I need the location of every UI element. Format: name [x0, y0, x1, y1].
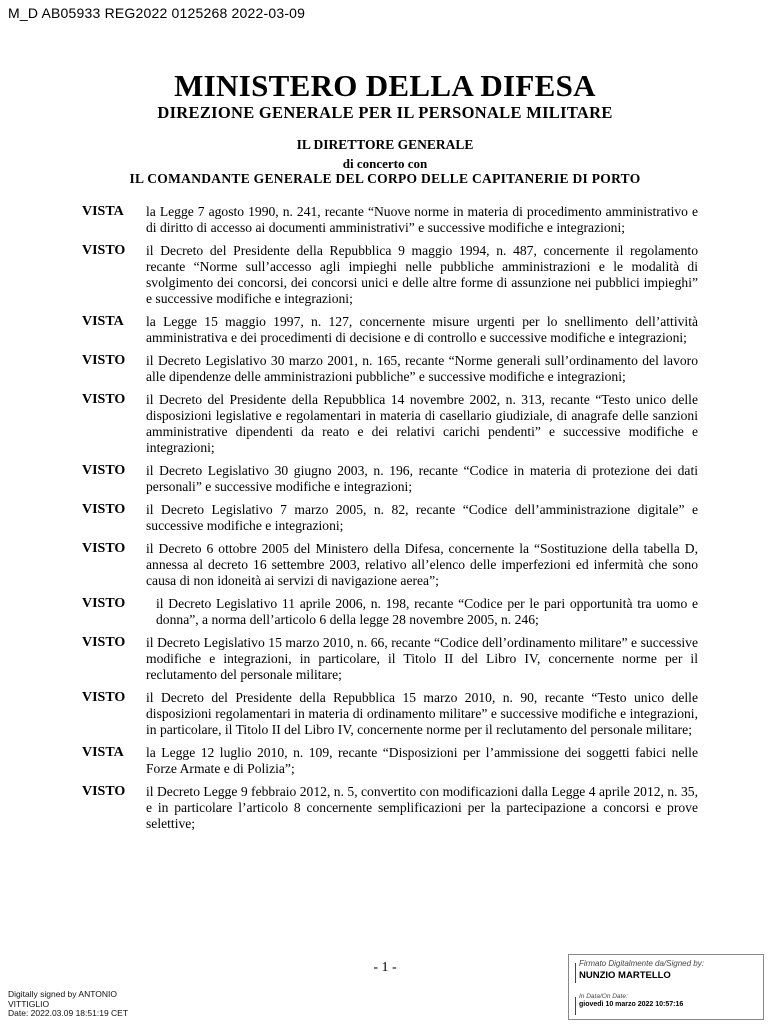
signature-line: Digitally signed by ANTONIO: [8, 989, 117, 999]
clause-text: il Decreto Legislativo 30 giugno 2003, n. 196, recante “Codice in materia di protezione dei dati personali” e successive modifiche e integrazioni;: [146, 463, 698, 494]
clause: [82, 314, 698, 346]
clause-keyword: VISTO: [82, 353, 126, 368]
clause-keyword: VISTO: [82, 243, 126, 258]
digital-signature-note: [8, 990, 148, 1019]
clause-keyword: VISTO: [82, 596, 126, 611]
page-number: - 1 -: [373, 960, 397, 975]
clause: [82, 745, 698, 777]
signer-name: NUNZIO MARTELLO: [579, 970, 671, 981]
clause: [82, 596, 698, 628]
clauses-list: [82, 204, 698, 839]
commander-heading: IL COMANDANTE GENERALE DEL CORPO DELLE CAPITANERIE DI PORTO: [129, 171, 641, 186]
clause-text: il Decreto 6 ottobre 2005 del Ministero della Difesa, concernente la “Sostituzione della tabella D, annessa al decreto 16 settembre 2003, relativo all’elenco delle imperfezioni ed infermità che sono causa di non idoneità ai servizi di navigazione aerea”;: [146, 541, 698, 588]
concert-heading: di concerto con: [342, 156, 428, 171]
protocol-code: M_D AB05933 REG2022 0125268 2022-03-09: [8, 5, 306, 21]
clause-keyword: VISTO: [82, 635, 126, 650]
clause-text: il Decreto del Presidente della Repubblica 14 novembre 2002, n. 313, recante “Testo unico delle disposizioni legislative e regolamentari in materia di casellario giudiziale, di anagrafe delle sanzioni amministrative dipendenti da reato e dei relativi carichi pendenti” e successive modifiche e integrazioni;: [146, 392, 698, 455]
signature-box: [568, 954, 764, 1020]
clause-keyword: VISTO: [82, 541, 126, 556]
clause-keyword: VISTO: [82, 690, 126, 705]
clause: [82, 502, 698, 534]
clause-keyword: VISTA: [82, 314, 124, 329]
clause-keyword: VISTA: [82, 745, 124, 760]
direction-title: DIREZIONE GENERALE PER IL PERSONALE MILITARE: [157, 103, 613, 122]
director-heading: IL DIRETTORE GENERALE: [296, 137, 474, 152]
clause-text: la Legge 7 agosto 1990, n. 241, recante “Nuove norme in materia di procedimento amministrativo e di diritto di accesso ai documenti amministrativi” e successive modifiche e integrazioni;: [146, 204, 698, 235]
clause-keyword: VISTO: [82, 784, 126, 799]
clause-keyword: VISTA: [82, 204, 124, 219]
clause: [82, 392, 698, 456]
clause-text: la Legge 12 luglio 2010, n. 109, recante “Disposizioni per l’ammissione dei soggetti fabici nelle Forze Armate e di Polizia”;: [146, 745, 698, 776]
clause: [82, 541, 698, 589]
clause: [82, 204, 698, 236]
signature-date-label: In Data/On Date:: [579, 993, 628, 1000]
clause-text: il Decreto Legislativo 30 marzo 2001, n. 165, recante “Norme generali sull’ordinamento del lavoro alle dipendenze delle amministrazioni pubbliche” e successive modifiche e integrazioni;: [146, 353, 698, 384]
clause-keyword: VISTO: [82, 392, 126, 407]
clause-keyword: VISTO: [82, 463, 126, 478]
ministry-title: MINISTERO DELLA DIFESA: [174, 68, 596, 103]
clause-text: il Decreto Legislativo 11 aprile 2006, n. 198, recante “Codice per le pari opportunità tra uomo e donna”, a norma dell’articolo 6 della legge 28 novembre 2005, n. 246;: [156, 596, 698, 627]
clause-text: il Decreto del Presidente della Repubblica 15 marzo 2010, n. 90, recante “Testo unico delle disposizioni regolamentari in materia di ordinamento militare” e successive modifiche e integrazioni, in particolare, il Titolo II del Libro IV, concernente norme per il reclutamento del personale militare;: [146, 690, 698, 737]
clause: [82, 635, 698, 683]
signature-divider: [575, 963, 576, 983]
clause-text: il Decreto Legge 9 febbraio 2012, n. 5, convertito con modificazioni dalla Legge 4 aprile 2012, n. 35, e in particolare l’articolo 8 concernente semplificazioni per la partecipazione a concorsi e prove selettive;: [146, 784, 698, 831]
clause-text: il Decreto Legislativo 15 marzo 2010, n. 66, recante “Codice dell’ordinamento militare” e successive modifiche e integrazioni, in particolare, il Titolo II del Libro IV, concernente norme per il reclutamento del personale militare;: [146, 635, 698, 682]
clause-text: il Decreto Legislativo 7 marzo 2005, n. 82, recante “Codice dell’amministrazione digitale” e successive modifiche e integrazioni;: [146, 502, 698, 533]
clause-text: la Legge 15 maggio 1997, n. 127, concernente misure urgenti per lo snellimento dell’attività amministrativa e dei procedimenti di decisione e di controllo e successive modifiche e integrazioni;: [146, 314, 698, 345]
clause-text: il Decreto del Presidente della Repubblica 9 maggio 1994, n. 487, concernente il regolamento recante “Norme sull’accesso agli impieghi nelle pubbliche amministrazioni e le modalità di svolgimento dei concorsi, dei concorsi unici e delle altre forme di assunzione nei pubblici impieghi” e successive modifiche e integrazioni;: [146, 243, 698, 306]
clause-keyword: VISTO: [82, 502, 126, 517]
clause: [82, 353, 698, 385]
signature-divider: [575, 997, 576, 1015]
clause: [82, 690, 698, 738]
clause: [82, 463, 698, 495]
signature-line: VITTIGLIO: [8, 998, 50, 1009]
signature-date: giovedì 10 marzo 2022 10:57:16: [579, 1001, 684, 1008]
clause: [82, 243, 698, 307]
signature-label: Firmato Digitalmente da/Signed by:: [579, 959, 704, 968]
clause: [82, 784, 698, 832]
signature-date-line: Date: 2022.03.09 18:51:19 CET: [8, 1008, 129, 1018]
